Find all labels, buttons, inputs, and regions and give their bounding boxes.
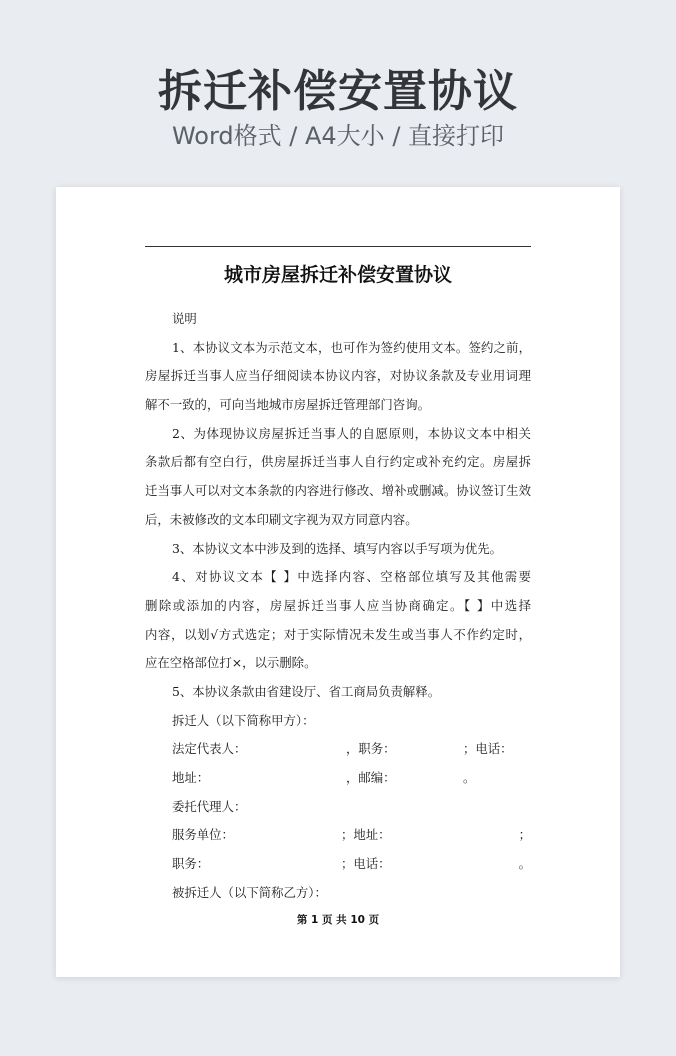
paragraph-line: 3、本协议文本中涉及到的选择、填写内容以手写项为优先。	[172, 540, 503, 556]
paragraph-line: 内容，以划√方式选定；对于实际情况未发生或当事人不作约定时，	[145, 626, 531, 642]
paragraph-line: 条款后都有空白行，供房屋拆迁当事人自行约定或补充约定。房屋拆	[145, 454, 531, 470]
legal-rep-label: 法定代表人：	[172, 741, 247, 757]
paragraph-line: 迁当事人可以对文本条款的内容进行修改、增补或删减。协议签订生效	[145, 483, 531, 499]
agent-position-label: 职务：	[172, 856, 210, 872]
address-label: 地址：	[172, 770, 210, 785]
postcode-end: 。	[463, 770, 476, 785]
paragraph-line: 解不一致的，可向当地城市房屋拆迁管理部门咨询。	[145, 397, 430, 413]
unit-address-label: ；地址：	[341, 827, 391, 843]
section-heading: 说明	[172, 311, 197, 326]
header-rule	[145, 246, 531, 247]
document-page	[56, 187, 620, 977]
agent-label: 委托代理人：	[172, 798, 247, 814]
unit-label: 服务单位：	[172, 827, 234, 843]
postcode-label: ，邮编：	[346, 770, 396, 785]
document-body	[145, 305, 531, 907]
paragraph-line: 删除或添加的内容，房屋拆迁当事人应当协商确定。【 】中选择	[145, 597, 531, 613]
address-row	[145, 764, 531, 793]
paragraph-line: 后，未被修改的文本印刷文字视为双方同意内容。	[145, 511, 418, 527]
paragraph-line: 5、本协议条款由省建设厅、省工商局负责解释。	[172, 683, 441, 699]
legal-rep-row	[145, 735, 531, 764]
page-footer: 第 1 页 共 10 页	[296, 914, 380, 926]
agent-phone-label: ；电话：	[341, 856, 391, 872]
unit-address-end: ；	[518, 827, 531, 843]
agent-position-row	[145, 850, 531, 879]
paragraph-line: 1、本协议文本为示范文本，也可作为签约使用文本。签约之前，	[172, 339, 531, 355]
party-a-heading: 拆迁人（以下简称甲方）：	[172, 712, 315, 728]
phone-label: ；电话：	[463, 741, 513, 757]
document-title: 城市房屋拆迁补偿安置协议	[223, 264, 452, 286]
paragraph-line: 应在空格部位打×，以示删除。	[145, 655, 317, 671]
paragraph-line: 房屋拆迁当事人应当仔细阅读本协议内容，对协议条款及专业用词理	[145, 368, 531, 384]
paragraph-line: 4、对协议文本【 】中选择内容、空格部位填写及其他需要	[172, 569, 531, 585]
position-label: ，职务：	[346, 741, 396, 757]
banner-title: 拆迁补偿安置协议	[158, 66, 518, 117]
paragraph-line: 2、为体现协议房屋拆迁当事人的自愿原则，本协议文本中相关	[172, 425, 531, 441]
unit-row	[145, 821, 531, 850]
banner-subtitle: Word格式 / A4大小 / 直接打印	[171, 122, 505, 150]
party-b-heading: 被拆迁人（以下简称乙方）：	[172, 884, 327, 900]
agent-phone-end: 。	[518, 856, 531, 872]
